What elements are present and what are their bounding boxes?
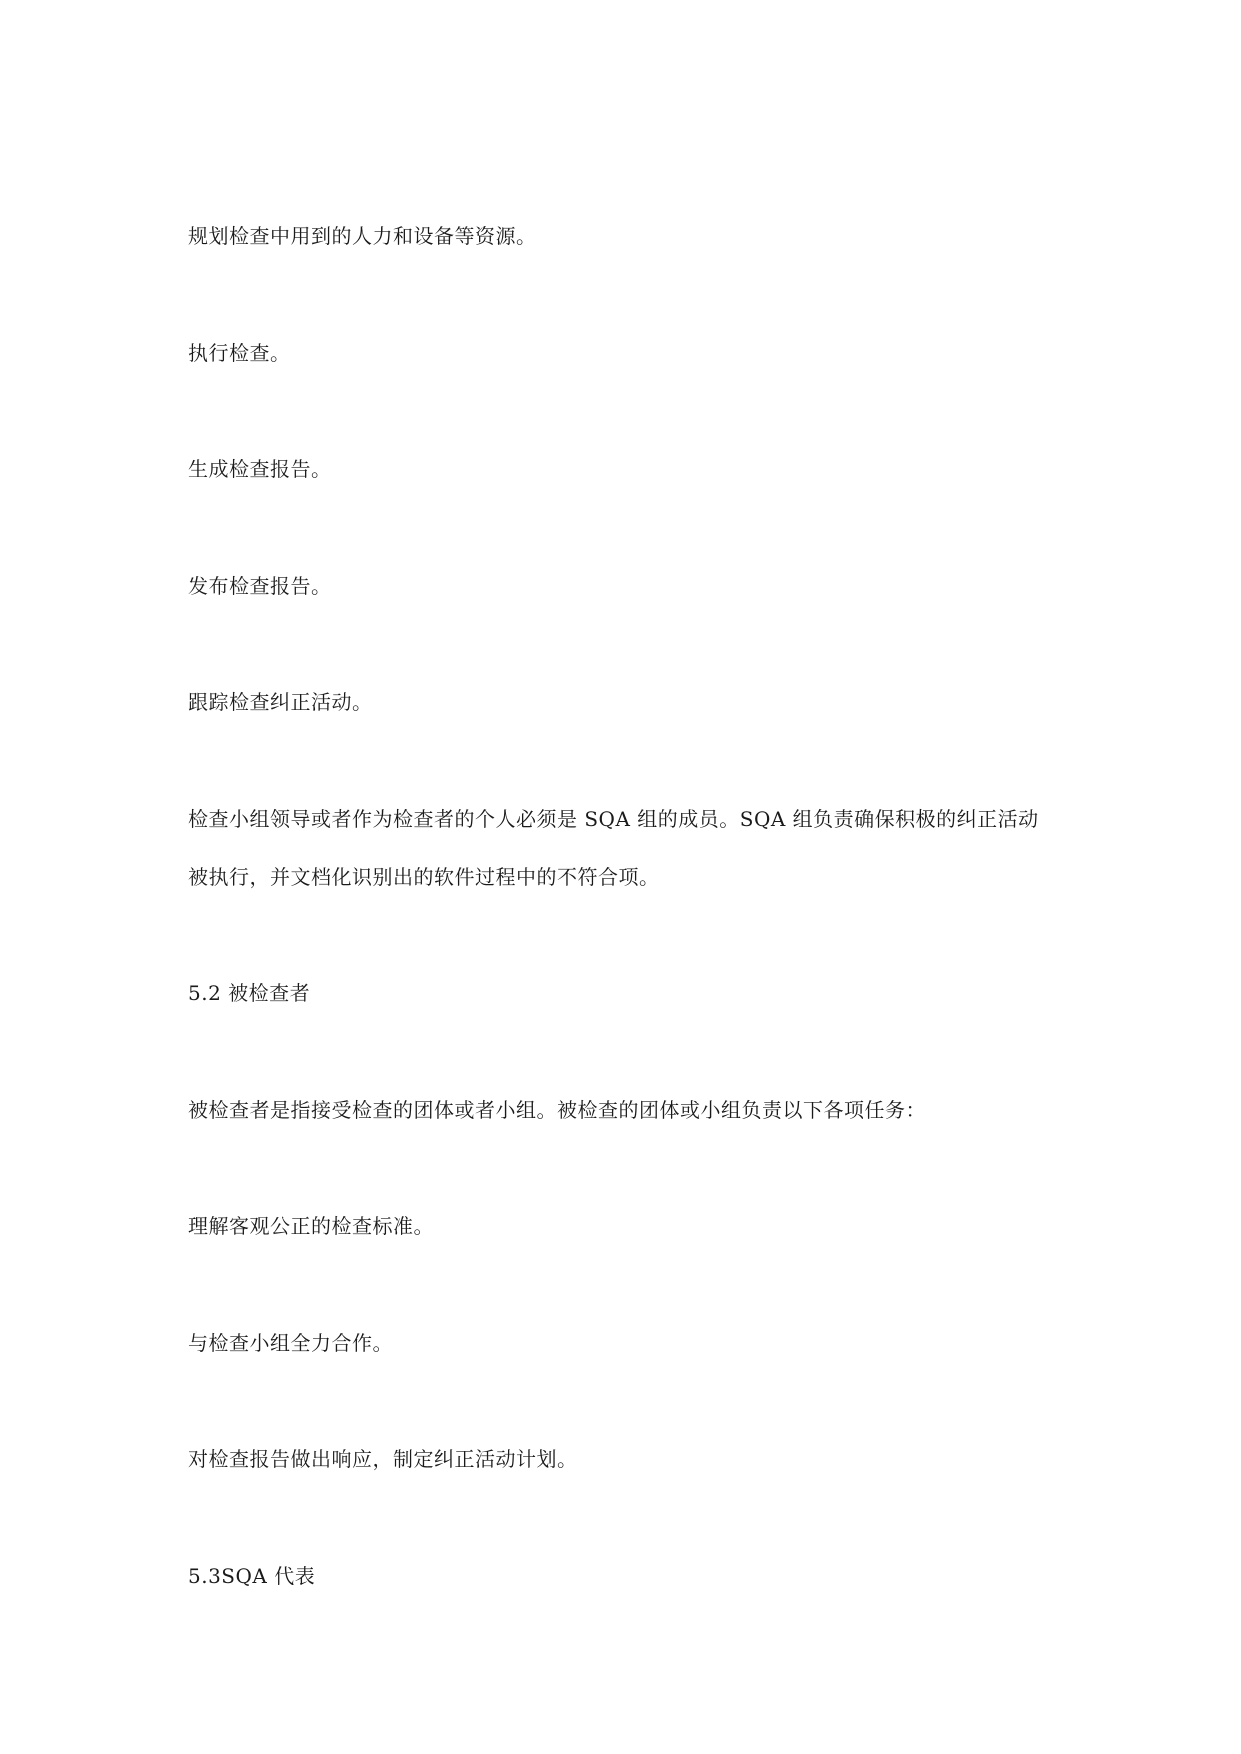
- text-line-generate-report: 生成检查报告。: [188, 457, 332, 481]
- section-heading-5-2: 5.2 被检查者: [188, 981, 311, 1005]
- paragraph-sqa-line-1: 检查小组领导或者作为检查者的个人必须是 SQA 组的成员。SQA 组负责确保积极的纠正活动: [188, 807, 1039, 831]
- text-line-inspectee-definition: 被检查者是指接受检查的团体或者小组。被检查的团体或小组负责以下各项任务：: [188, 1098, 926, 1122]
- text-line-respond-report: 对检查报告做出响应，制定纠正活动计划。: [188, 1447, 578, 1471]
- text-line-understand-standard: 理解客观公正的检查标准。: [188, 1214, 434, 1238]
- section-heading-5-3: 5.3SQA 代表: [188, 1564, 316, 1588]
- text-line-resources: 规划检查中用到的人力和设备等资源。: [188, 224, 537, 248]
- paragraph-sqa-line-2: 被执行，并文档化识别出的软件过程中的不符合项。: [188, 865, 660, 889]
- text-line-track-corrective: 跟踪检查纠正活动。: [188, 690, 373, 714]
- text-line-execute-check: 执行检查。: [188, 341, 291, 365]
- text-line-cooperate: 与检查小组全力合作。: [188, 1331, 393, 1355]
- text-line-publish-report: 发布检查报告。: [188, 574, 332, 598]
